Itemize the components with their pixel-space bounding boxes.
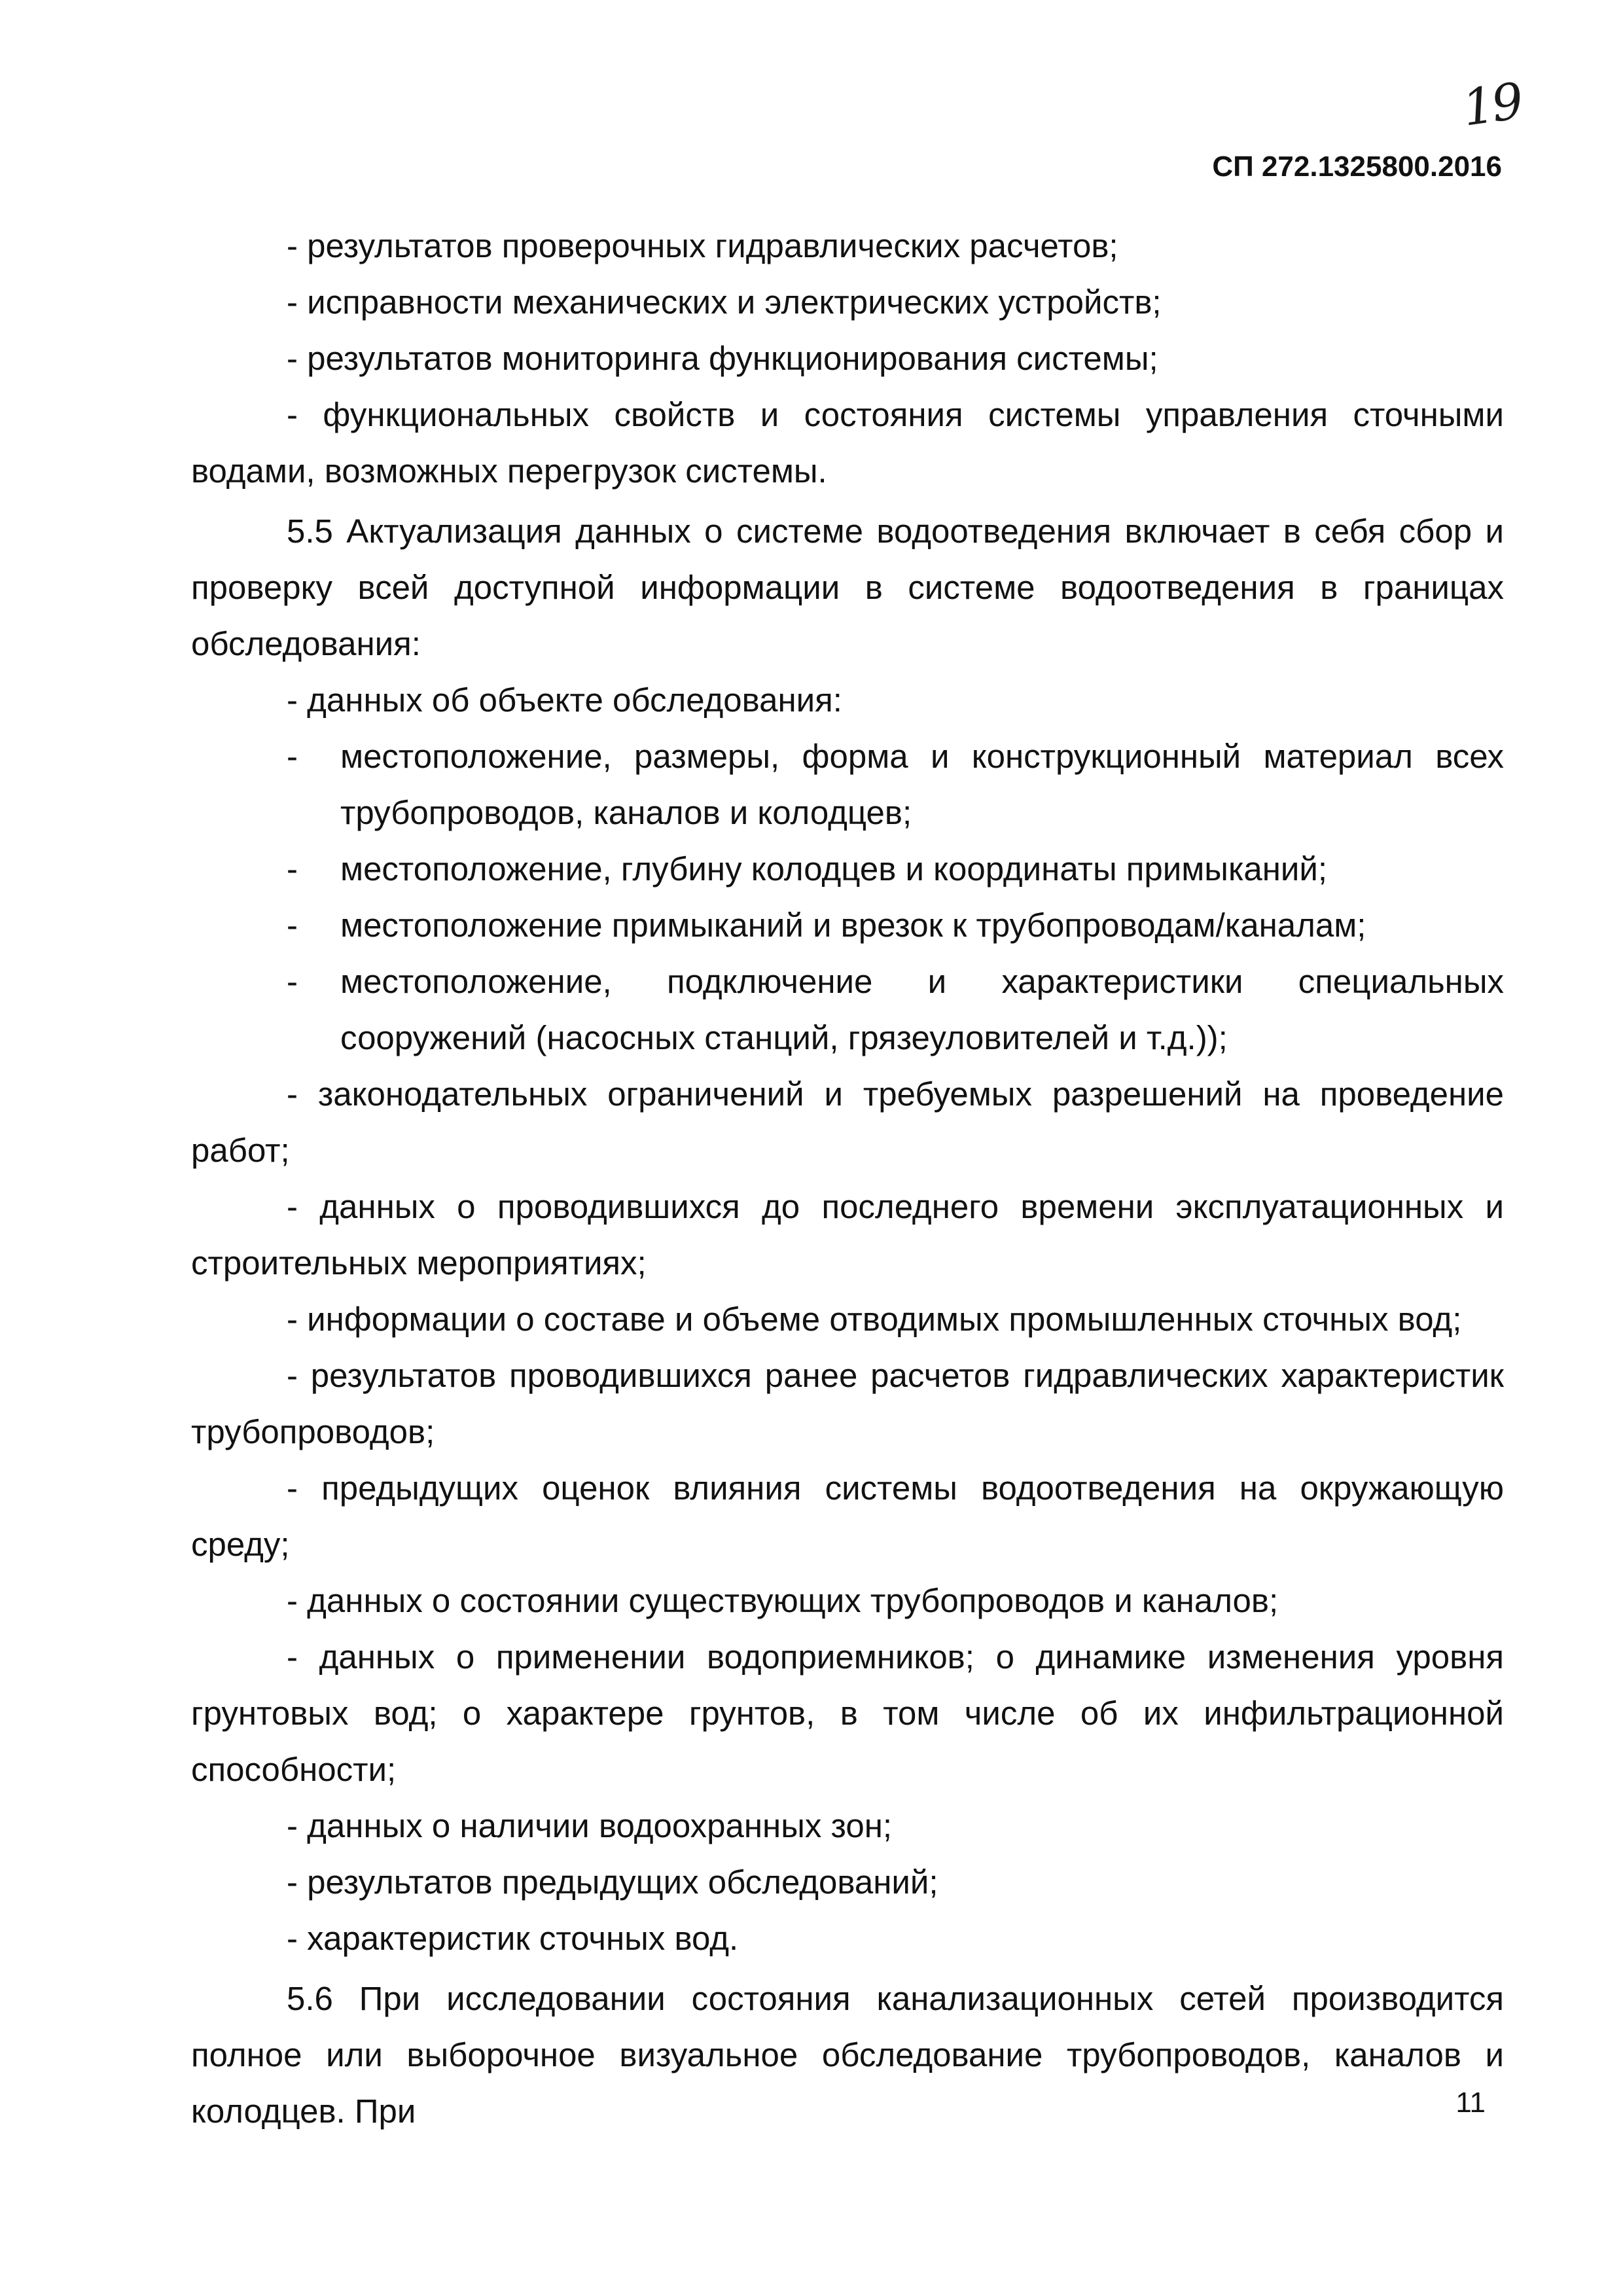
section-5-6-paragraph: 5.6 При исследовании состояния канализационных сетей производится полное или выборочное визуальное обследование трубопроводов, каналов и колодцев. При [191,1980,1504,2130]
list-item: - данных о наличии водоохранных зон; [287,1807,893,1844]
list-item: - данных о применении водоприемников; о динамике изменения уровня грунтовых вод; о характере грунтов, в том числе об их инфильтрационной способности; [191,1638,1504,1788]
list-item: - результатов проводившихся ранее расчетов гидравлических характеристик трубопроводов; [191,1357,1504,1450]
sub-list-item [191,897,1504,954]
dash-marker: - [287,963,298,1000]
sub-list-item [191,841,1504,897]
dash-marker: - [287,738,298,775]
section-5-5-paragraph: 5.5 Актуализация данных о системе водоотведения включает в себя сбор и проверку всей доступной информации в системе водоотведения в границах обследования: [191,512,1504,662]
list-item: - данных о проводившихся до последнего времени эксплуатационных и строительных мероприятиях; [191,1188,1504,1282]
sub-list-item-text: местоположение, глубину колодцев и координаты примыканий; [340,850,1328,888]
list-item: - функциональных свойств и состояния системы управления сточными водами, возможных перегрузок системы. [191,396,1504,490]
document-body [191,218,1504,2140]
dash-marker: - [287,850,298,888]
list-item: - результатов мониторинга функционирования системы; [287,340,1158,377]
sub-list-item-text: местоположение, подключение и характеристики специальных сооружений (насосных станций, грязеуловителей и т.д.)); [340,963,1504,1056]
page-number: 11 [1455,2087,1486,2119]
list-item: - исправности механических и электрических устройств; [287,283,1162,321]
sub-list-item [191,954,1504,1066]
list-item: - предыдущих оценок влияния системы водоотведения на окружающую среду; [191,1469,1504,1563]
list-item: - информации о составе и объеме отводимых промышленных сточных вод; [287,1300,1462,1338]
dash-marker: - [287,906,298,944]
list-item: - данных о состоянии существующих трубопроводов и каналов; [287,1582,1279,1619]
list-item: - результатов предыдущих обследований; [287,1863,938,1901]
handwritten-page-number: 19 [1459,71,1525,137]
list-item: - законодательных ограничений и требуемых разрешений на проведение работ; [191,1075,1504,1169]
list-item: - характеристик сточных вод. [287,1920,739,1957]
list-item: - данных об объекте обследования: [287,681,842,719]
sub-list-item [191,728,1504,841]
document-code: СП 272.1325800.2016 [1212,151,1502,183]
list-item: - результатов проверочных гидравлических расчетов; [287,227,1118,264]
sub-list-item-text: местоположение, размеры, форма и конструкционный материал всех трубопроводов, каналов и колодцев; [340,738,1504,831]
sub-list-item-text: местоположение примыканий и врезок к трубопроводам/каналам; [340,906,1366,944]
